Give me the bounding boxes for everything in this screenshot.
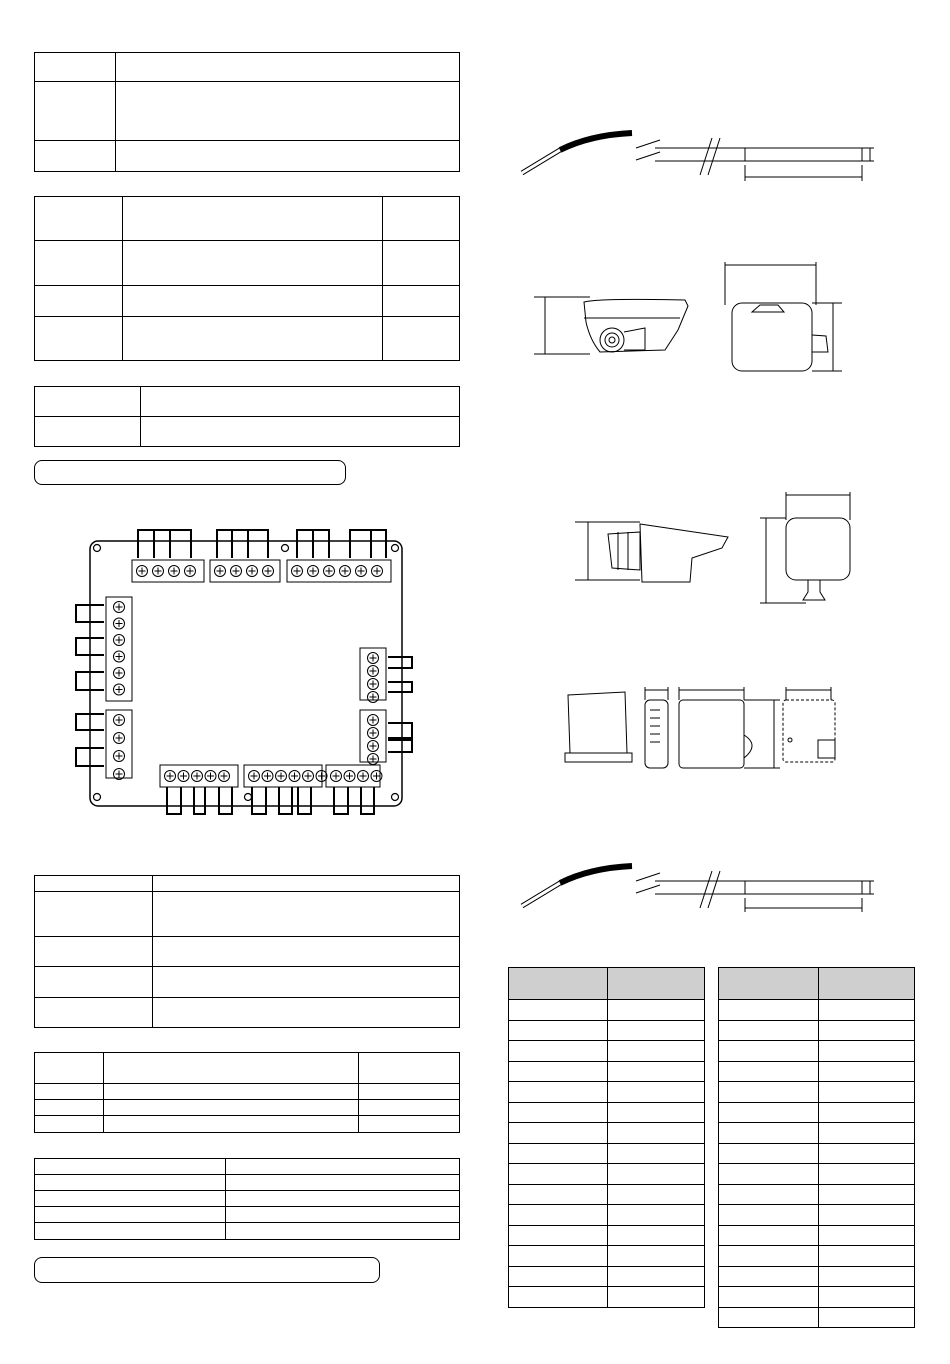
table-cell — [819, 1082, 915, 1103]
table-cell — [819, 1246, 915, 1267]
cable-sensor-drawing — [522, 133, 874, 181]
header-cell — [509, 968, 608, 1000]
table-row — [719, 1123, 915, 1144]
table-cell — [608, 1143, 705, 1164]
table-row — [509, 1205, 705, 1226]
table-row — [509, 1246, 705, 1267]
table-row — [719, 1143, 915, 1164]
table-cell — [509, 1205, 608, 1226]
resistance-table-1 — [508, 967, 705, 1308]
table-cell — [719, 1184, 819, 1205]
table-cell — [819, 1123, 915, 1144]
table-cell — [719, 1287, 819, 1308]
table-cell — [719, 1164, 819, 1185]
table-row — [509, 1123, 705, 1144]
table-row — [719, 1164, 915, 1185]
table-cell — [509, 1102, 608, 1123]
table-cell — [819, 1102, 915, 1123]
table-cell — [719, 1061, 819, 1082]
table-cell — [819, 1020, 915, 1041]
table-cell — [719, 1000, 819, 1021]
table-row — [719, 1246, 915, 1267]
table-cell — [509, 1246, 608, 1267]
table-cell — [509, 1000, 608, 1021]
header-cell — [719, 968, 819, 1000]
table-row — [509, 1225, 705, 1246]
table-row — [719, 1102, 915, 1123]
table-cell — [509, 1225, 608, 1246]
wall-housing-side-drawing — [534, 297, 688, 354]
table-row — [509, 1164, 705, 1185]
table-cell — [819, 1041, 915, 1062]
table-row — [509, 1041, 705, 1062]
table-row — [719, 1061, 915, 1082]
table-cell — [509, 1041, 608, 1062]
table-cell — [608, 1082, 705, 1103]
table-row — [719, 1082, 915, 1103]
table-row — [509, 1266, 705, 1287]
table-cell — [509, 1164, 608, 1185]
table-cell — [719, 1266, 819, 1287]
table-cell — [509, 1266, 608, 1287]
table-cell — [719, 1246, 819, 1267]
table-header-row — [719, 968, 915, 1000]
table-row — [719, 1266, 915, 1287]
table-cell — [608, 1041, 705, 1062]
table-cell — [608, 1164, 705, 1185]
outdoor-housing-front-drawing — [760, 492, 850, 603]
table-cell — [608, 1225, 705, 1246]
table-cell — [608, 1020, 705, 1041]
table-row — [719, 1000, 915, 1021]
table-cell — [608, 1184, 705, 1205]
table-cell — [509, 1287, 608, 1308]
table-cell — [719, 1143, 819, 1164]
table-cell — [719, 1082, 819, 1103]
table-row — [719, 1225, 915, 1246]
room-sensor-drawing — [565, 687, 835, 768]
header-cell — [819, 968, 915, 1000]
table-cell — [509, 1061, 608, 1082]
table-row — [509, 1061, 705, 1082]
table-cell — [819, 1307, 915, 1328]
table-cell — [819, 1143, 915, 1164]
table-cell — [509, 1184, 608, 1205]
table-cell — [608, 1266, 705, 1287]
wall-housing-front-drawing — [725, 262, 842, 371]
table-row — [509, 1184, 705, 1205]
table-cell — [819, 1184, 915, 1205]
table-cell — [608, 1287, 705, 1308]
outdoor-housing-side-drawing — [575, 522, 728, 582]
table-row — [719, 1041, 915, 1062]
table-row — [719, 1205, 915, 1226]
table-row — [509, 1287, 705, 1308]
table-cell — [719, 1225, 819, 1246]
table-cell — [509, 1020, 608, 1041]
table-row — [509, 1082, 705, 1103]
table-cell — [608, 1246, 705, 1267]
table-cell — [509, 1082, 608, 1103]
cable-sensor-2-drawing — [522, 866, 874, 912]
table-cell — [819, 1164, 915, 1185]
table-row — [509, 1000, 705, 1021]
table-row — [719, 1287, 915, 1308]
table-cell — [719, 1041, 819, 1062]
table-cell — [719, 1020, 819, 1041]
table-row — [719, 1020, 915, 1041]
table-cell — [719, 1102, 819, 1123]
table-row — [509, 1102, 705, 1123]
table-row — [509, 1020, 705, 1041]
table-header-row — [509, 968, 705, 1000]
table-cell — [819, 1000, 915, 1021]
table-cell — [608, 1205, 705, 1226]
table-cell — [608, 1000, 705, 1021]
table-cell — [819, 1061, 915, 1082]
table-cell — [608, 1123, 705, 1144]
table-cell — [819, 1225, 915, 1246]
table-row — [509, 1143, 705, 1164]
table-row — [719, 1307, 915, 1328]
table-cell — [608, 1061, 705, 1082]
table-cell — [819, 1287, 915, 1308]
table-cell — [719, 1307, 819, 1328]
table-row — [719, 1184, 915, 1205]
table-cell — [719, 1123, 819, 1144]
table-cell — [819, 1266, 915, 1287]
table-cell — [608, 1102, 705, 1123]
table-cell — [509, 1143, 608, 1164]
table-cell — [819, 1205, 915, 1226]
table-cell — [719, 1205, 819, 1226]
table-cell — [509, 1123, 608, 1144]
resistance-table-2 — [718, 967, 915, 1328]
header-cell — [608, 968, 705, 1000]
